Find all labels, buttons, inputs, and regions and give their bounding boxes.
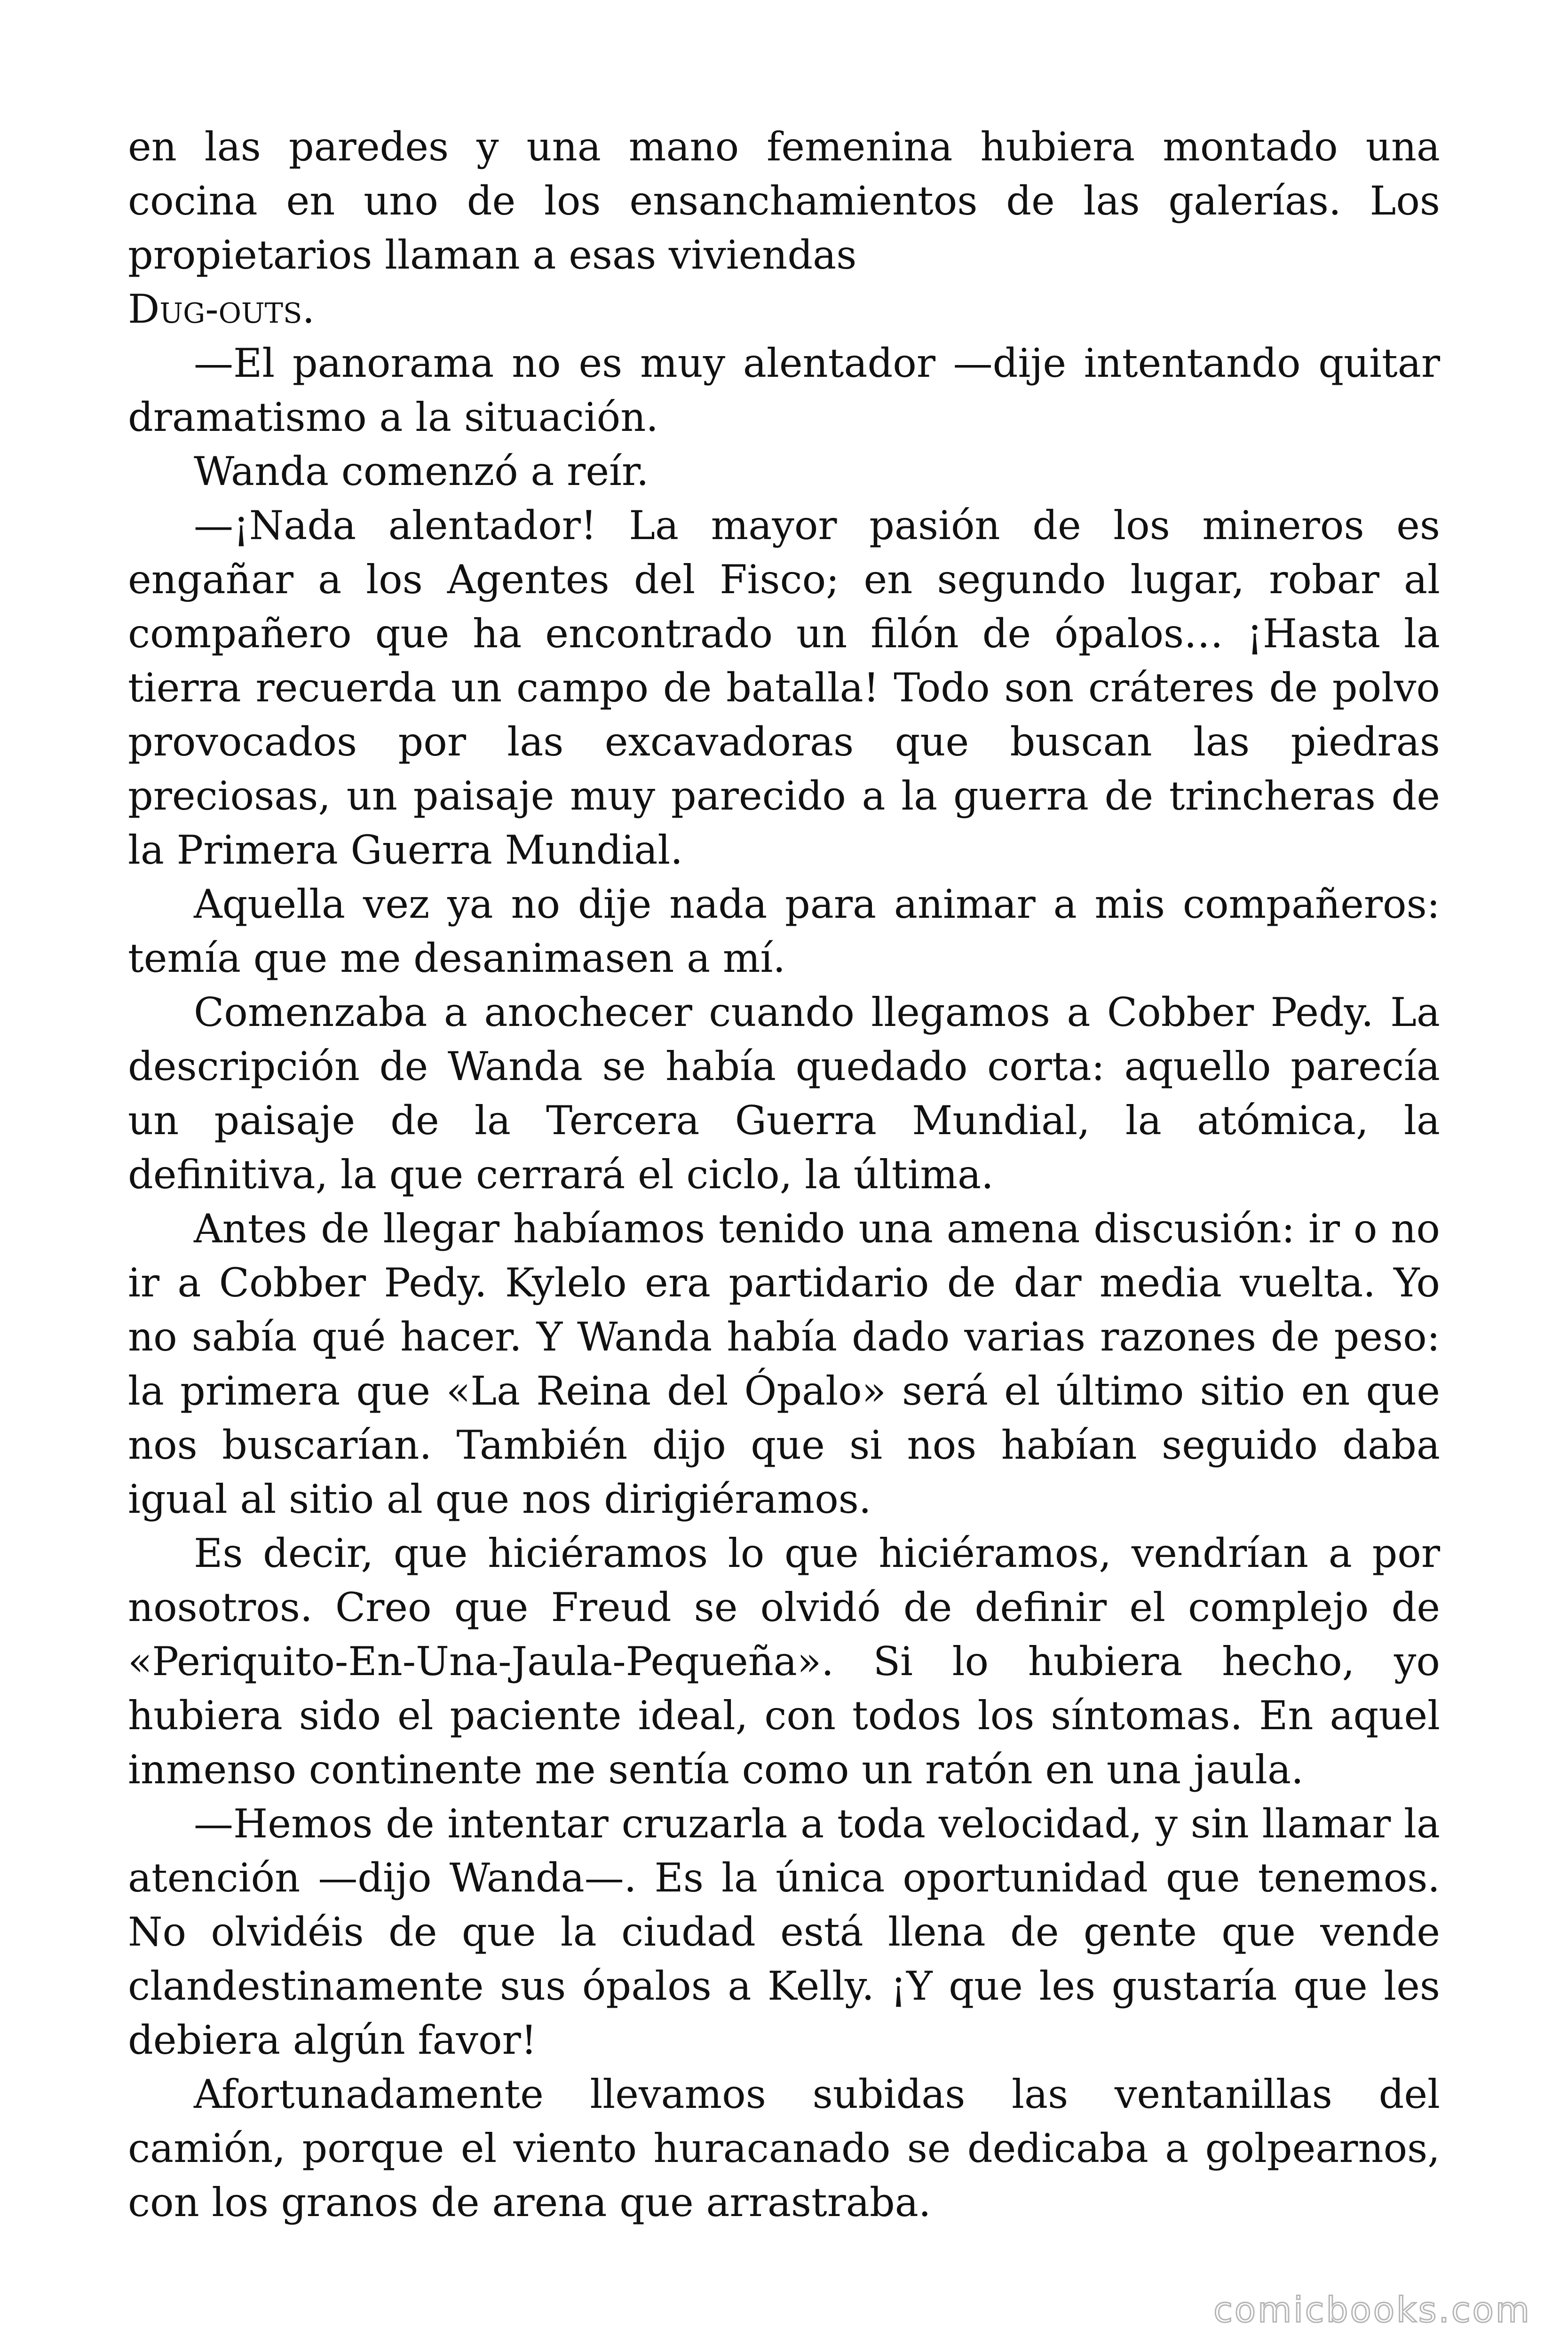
paragraph: Aquella vez ya no dije nada para animar a mis compañeros: temía que me desanimasen a mí.	[128, 881, 1440, 981]
watermark: comicbooks.com	[1213, 2290, 1531, 2330]
paragraph: —El panorama no es muy alentador —dije intentando quitar dramatismo a la situación.	[128, 340, 1440, 440]
body-text	[128, 120, 1440, 2230]
paragraph: Comenzaba a anochecer cuando llegamos a Cobber Pedy. La descripción de Wanda se había quedado corta: aquello parecía un paisaje de la Tercera Guerra Mundial, la atómica, la definitiva, la que cerrará el ciclo, la última.	[128, 989, 1440, 1198]
paragraph: Es decir, que hiciéramos lo que hiciéramos, vendrían a por nosotros. Creo que Freud se olvidó de definir el complejo de «Periquito-En-Una-Jaula-Pequeña». Si lo hubiera hecho, yo hubiera sido el paciente ideal, con todos los síntomas. En aquel inmenso continente me sentía como un ratón en una jaula.	[128, 1530, 1440, 1793]
paragraph: en las paredes y una mano femenina hubiera montado una cocina en uno de los ensanchamientos de las galerías. Los propietarios llaman a esas viviendas	[128, 124, 1440, 278]
paragraph: Afortunadamente llevamos subidas las ventanillas del camión, porque el viento huracanado se dedicaba a golpearnos, con los granos de arena que arrastraba.	[128, 2071, 1440, 2225]
paragraph: Wanda comenzó a reír.	[194, 448, 649, 494]
paragraph: —¡Nada alentador! La mayor pasión de los mineros es engañar a los Agentes del Fisco; en segundo lugar, robar al compañero que ha encontrado un filón de ópalos… ¡Hasta la tierra recuerda un campo de batalla! Todo son cráteres de polvo provocados por las excavadoras que buscan las piedras preciosas, un paisaje muy parecido a la guerra de trincheras de la Primera Guerra Mundial.	[128, 502, 1440, 873]
paragraph: Antes de llegar habíamos tenido una amena discusión: ir o no ir a Cobber Pedy. Kylelo era partidario de dar media vuelta. Yo no sabía qué hacer. Y Wanda había dado varias razones de peso: la primera que «La Reina del Ópalo» será el último sitio en que nos buscarían. También dijo que si nos habían seguido daba igual al sitio al que nos dirigiéramos.	[128, 1206, 1440, 1522]
paragraph: Dug-outs.	[128, 286, 315, 332]
paragraph: —Hemos de intentar cruzarla a toda velocidad, y sin llamar la atención —dijo Wanda—. Es la única oportunidad que tenemos. No olvidéis de que la ciudad está llena de gente que vende clandestinamente sus ópalos a Kelly. ¡Y que les gustaría que les debiera algún favor!	[128, 1801, 1440, 2063]
